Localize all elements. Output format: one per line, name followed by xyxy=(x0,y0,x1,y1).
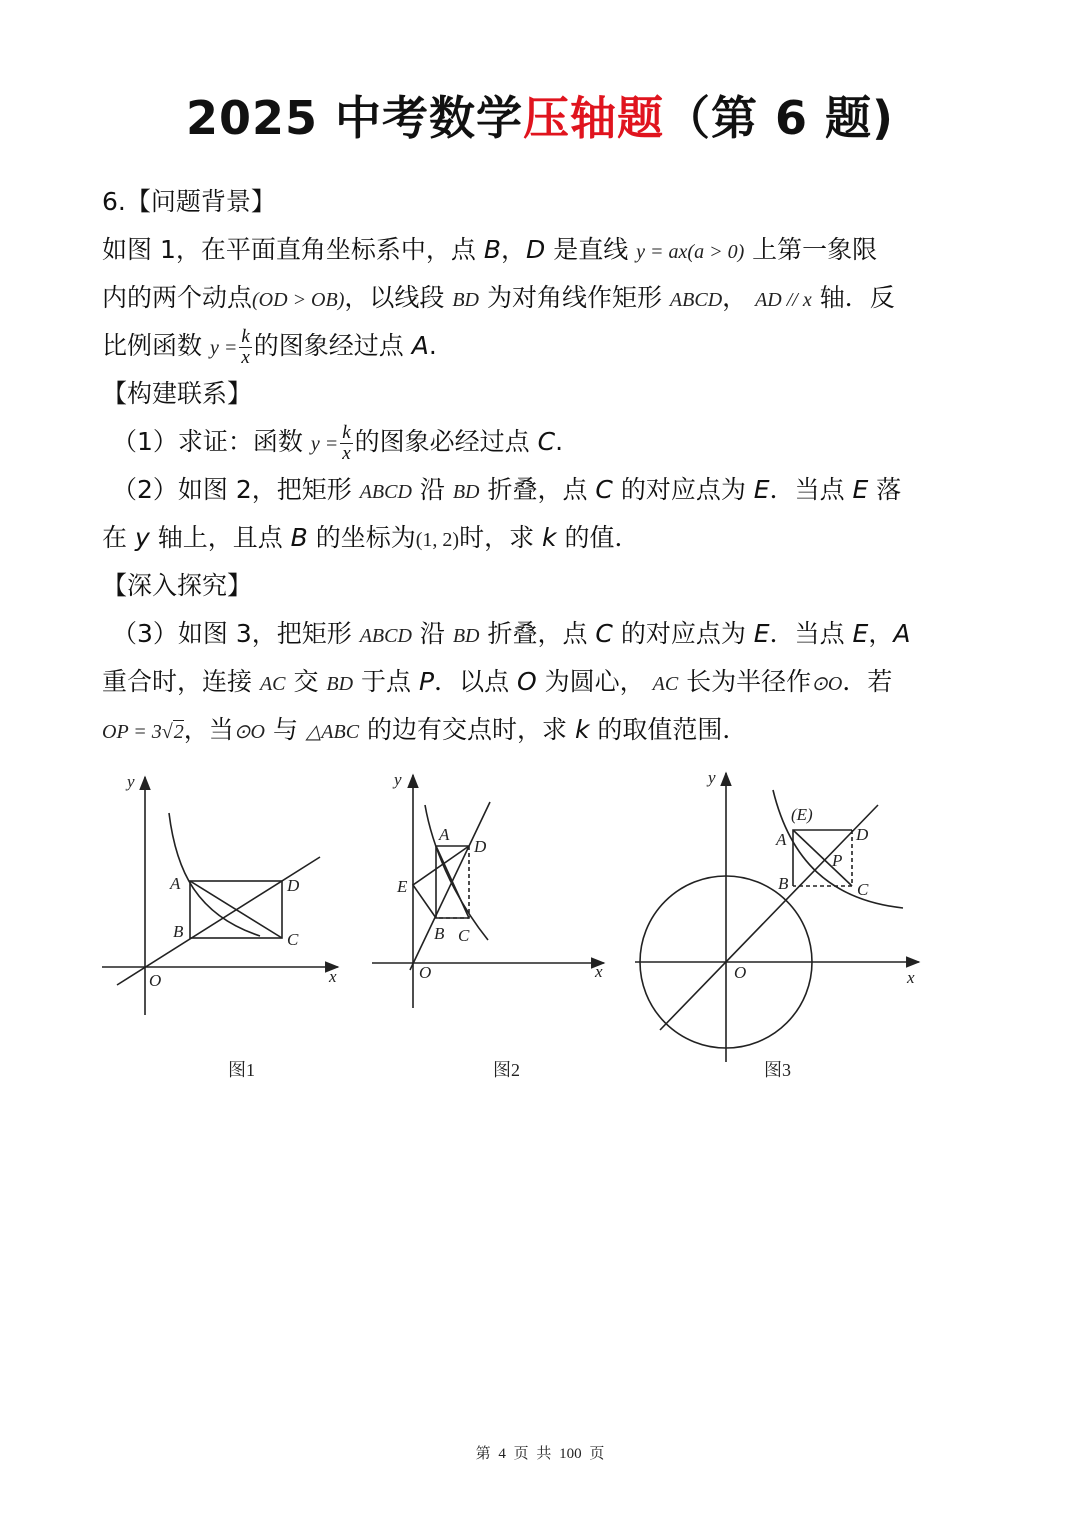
question-3-line-3: OP = 3√2，当⊙O 与 △ABC 的边有交点时，求 k 的取值范围． xyxy=(102,715,748,744)
fig3-label-x: x xyxy=(907,968,915,987)
question-1: （1）求证：函数 y = $\frac{k}{x}$ 的图象必经过点 C. xyxy=(112,421,564,464)
fig2-line xyxy=(410,802,490,970)
background-line-1: 如图 1，在平面直角坐标系中，点 B，D 是直线 y = ax(a > 0) 上第一象限 xyxy=(102,235,878,264)
fig1-caption: 图1 xyxy=(228,1060,255,1080)
fig2-label-e: E xyxy=(397,877,408,896)
fraction-k-over-x: $\frac{k}{x}$ xyxy=(241,325,250,368)
fig1-label-c: C xyxy=(287,930,299,949)
title-highlight: 压轴题 xyxy=(522,91,664,145)
figure-3 xyxy=(635,768,919,1080)
fig2-label-y: y xyxy=(394,770,402,789)
page-footer: 第 4 页 共 100 页 xyxy=(475,1446,605,1462)
fig2-label-a: A xyxy=(439,825,450,844)
fig1-label-o: O xyxy=(149,971,162,990)
fig3-caption: 图3 xyxy=(764,1060,791,1080)
fig3-label-e: (E) xyxy=(791,805,813,824)
fig1-label-d: D xyxy=(287,876,300,895)
point-b-coordinates: (1, 2) xyxy=(415,529,460,551)
fig2-caption: 图2 xyxy=(493,1060,520,1080)
line-formula: y = ax(a > 0) xyxy=(636,241,745,263)
fig3-label-c: C xyxy=(857,880,869,899)
fig3-label-d: D xyxy=(856,825,869,844)
title-main: 2025 中考数学 xyxy=(185,91,523,145)
fig1-label-a: A xyxy=(170,874,181,893)
fig3-label-b: B xyxy=(778,874,789,893)
fig1-label-b: B xyxy=(173,922,184,941)
fig3-label-y: y xyxy=(708,768,716,787)
fig1-hyperbola xyxy=(169,813,260,936)
fig2-label-x: x xyxy=(595,962,603,981)
figure-2 xyxy=(372,770,604,1080)
section-heading-connect: 【构建联系】 xyxy=(102,379,253,408)
figure-1 xyxy=(102,772,338,1080)
fig2-label-d: D xyxy=(474,837,487,856)
fig1-label-x: x xyxy=(329,967,337,986)
problem-heading: 6.【问题背景】 xyxy=(102,187,276,216)
question-2-line-1: （2）如图 2，把矩形 ABCD 沿 BD 折叠，点 C 的对应点为 E．当点 E 落 xyxy=(112,475,902,504)
fig2-label-o: O xyxy=(419,963,432,982)
fig2-label-c: C xyxy=(458,926,470,945)
op-formula: OP = 3 xyxy=(102,721,162,743)
fraction-k-over-x: $\frac{k}{x}$ xyxy=(342,421,351,464)
fig3-label-p: P xyxy=(832,851,843,870)
question-3-line-2: 重合时，连接 AC 交 BD 于点 P．以点 O 为圆心， AC 长为半径作⊙O．若 xyxy=(102,667,893,696)
fig3-label-a: A xyxy=(776,830,787,849)
question-3-line-1: （3）如图 3，把矩形 ABCD 沿 BD 折叠，点 C 的对应点为 E．当点 E，A xyxy=(112,619,911,648)
fig1-label-y: y xyxy=(127,772,135,791)
fig3-line xyxy=(660,805,878,1030)
title-number: （第 6 题) xyxy=(663,91,895,145)
parallel-formula: AD // x xyxy=(755,289,812,311)
background-line-2: 内的两个动点(OD > OB)，以线段 BD 为对角线作矩形 ABCD， AD // x 轴．反 xyxy=(102,283,895,312)
fig2-label-b: B xyxy=(434,924,445,943)
question-2-line-2: 在 y 轴上，且点 B 的坐标为(1, 2)时，求 k 的值． xyxy=(102,523,640,552)
section-heading-explore: 【深入探究】 xyxy=(102,571,253,600)
condition-formula: (OD > OB) xyxy=(252,289,345,311)
background-line-3: 比例函数 y = $\frac{k}{x}$ 的图象经过点 A. xyxy=(102,325,437,368)
fig3-label-o: O xyxy=(734,963,747,982)
